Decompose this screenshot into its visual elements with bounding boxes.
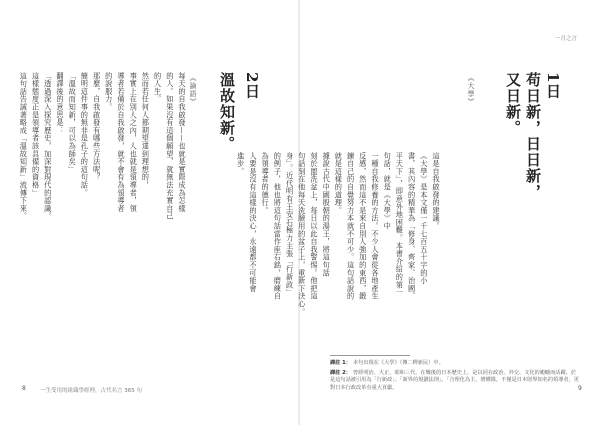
note-label: 譯註 2： [330, 369, 351, 376]
page-number: 9 [578, 385, 582, 392]
paragraph-line: 翻譯後的意思是： [55, 72, 65, 135]
paragraph-line: 的人生。 [153, 72, 163, 104]
body-text [235, 152, 442, 322]
note-text: 本句出現在《大學》（傳二釋新民）中。 [352, 360, 444, 366]
paragraph-line: 「溫故而知新，可以為師矣」 [68, 72, 78, 174]
paragraph-line: 鍊自己的自覺努力本就不可少。這句話說的 [346, 152, 356, 301]
paragraph-line: 進步。 [236, 152, 246, 176]
paragraph-line: 的說服力。 [104, 72, 114, 111]
paragraph-line: 句話刻在他每天洗臉用的盆子上，重新下決心。 [297, 152, 307, 316]
day-title-line-2: 又日新。 [504, 72, 522, 136]
day-title-line-1: 苟日新，日日新， [524, 72, 542, 200]
paragraph-line: 這樣態度正是領導者該具備的資格」 [31, 72, 41, 197]
note-item [330, 370, 580, 393]
paragraph-line: 簡明這件事的無非是孔子的這句話。 [80, 72, 90, 197]
day-title: 溫故知新。 [218, 72, 236, 152]
notes-divider [330, 355, 410, 356]
paragraph-line: 「透過深入探究歷史，加深對現代的認識， [43, 72, 53, 221]
source-citation: 《大學》 [467, 74, 475, 106]
running-header: 一月之言 [555, 36, 578, 42]
paragraph-line: 句話，就是《大學》中 [383, 152, 393, 230]
note-item [330, 360, 580, 368]
paragraph-line: 那麼，自我啟發有哪些方法呢？ [92, 72, 102, 182]
paragraph-line: 書，其內容的精華為「修身、齊家、治國、 [407, 152, 417, 301]
paragraph-line: 為領導者的德行。 [261, 152, 271, 215]
source-citation: 《論語》 [189, 74, 197, 106]
paragraph-line: 人要是沒有這樣的決心，永遠都不可能會 [248, 152, 258, 293]
note-text: 曾經明治、大正、昭和三代，在戰後的日本歷史上，是以同在政治、外交、文化的範疇而活躍，於是這句話被引用為「行新政」、「新界的規劃法則」。「合理化為主，增權隊，不僅是日本財界知名的領導者，更對日本行政改革有重大貢獻。 [330, 369, 579, 391]
paragraph-line: 就是這樣的道理。 [334, 152, 344, 215]
paragraph-line: 平天下」，即意外地困難。本書介紹的第一 [395, 152, 405, 297]
paragraph-line: 據說古代中國殷朝的湯王，將這句話 [322, 152, 332, 277]
paragraph-line: 然而若任何人都期望達到理想的， [141, 72, 151, 189]
paragraph-line: 刻於盥洗盆上，每日以此自我警惕。他把這 [309, 152, 319, 301]
paragraph-line: 這句話告誡著略成「溫故知新」流傳下來。 [19, 72, 29, 221]
page-number: 8 [22, 385, 26, 392]
paragraph-line: 《大學》是本文僅一千七百五十字的小 [419, 152, 429, 285]
translator-notes [330, 360, 580, 394]
paragraph-line: 一種自我修養的方法。不少人會從各地產生 [370, 152, 380, 301]
body-text [17, 72, 188, 282]
paragraph-line: 這是自我啟發的建議。 [432, 152, 441, 230]
paragraph-line: 的例子，他也將這句話當作座右銘，磨練自 [273, 152, 283, 301]
paragraph-line: 導者若備於自我啟發，就不會有為領導者 [116, 72, 126, 213]
day-number: 2日 [243, 72, 261, 100]
paragraph-line: 身」。近代明有王安石極力主張「行新政」 [285, 152, 295, 297]
running-footer: 一生受用的組織學經理，古代名言 365 句 [40, 388, 142, 394]
paragraph-line: 反感，然而這不是來自別人強加的東西，鍛 [358, 152, 368, 301]
paragraph-line: 的人。如果沒有這個願望，就無法充實自己 [165, 72, 175, 221]
paragraph-line: 每天的自我啟發——也就是實際成為怎樣 [178, 72, 187, 213]
note-label: 譯註 1： [330, 360, 351, 366]
day-number: 1日 [544, 72, 562, 100]
paragraph-line: 事實上在別人之內，人也就是領導者，領 [129, 72, 139, 213]
